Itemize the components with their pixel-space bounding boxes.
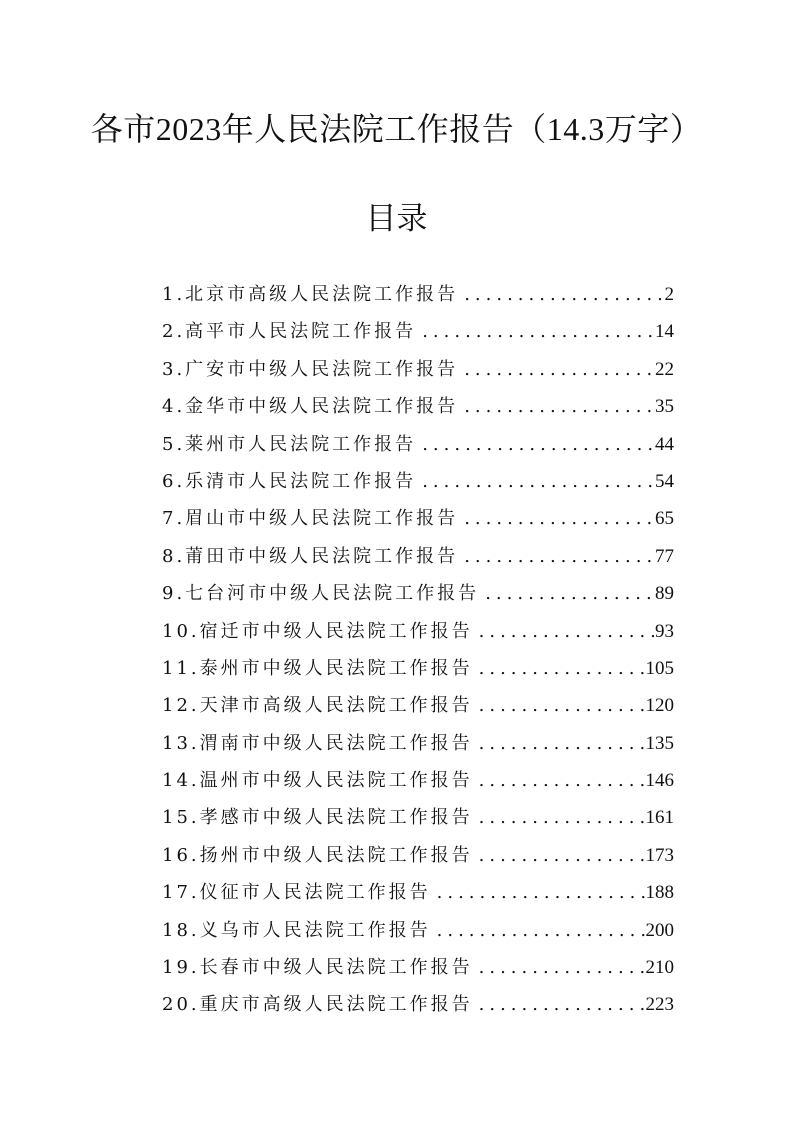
toc-entry-label: 11.泰州市中级人民法院工作报告 <box>162 657 473 679</box>
toc-entry-page: 93 <box>655 620 674 642</box>
toc-heading: 目录 <box>365 201 428 236</box>
dot-leader <box>473 621 655 642</box>
dot-leader <box>473 733 646 754</box>
dot-leader <box>458 284 664 305</box>
toc-entry-label: 13.渭南市中级人民法院工作报告 <box>162 732 473 754</box>
dot-leader <box>473 658 646 679</box>
toc-entry[interactable] <box>162 878 674 915</box>
toc-entry-page: 135 <box>645 732 674 754</box>
dot-leader <box>473 994 646 1015</box>
dot-leader <box>431 882 646 903</box>
toc-entry-label: 9.七台河市中级人民法院工作报告 <box>162 583 480 605</box>
dot-leader <box>479 583 655 604</box>
toc-entry-label: 14.温州市中级人民法院工作报告 <box>162 770 473 792</box>
toc-entry-label: 3.广安市中级人民法院工作报告 <box>162 358 459 380</box>
toc-entry-label: 15.孝感市中级人民法院工作报告 <box>162 807 473 829</box>
toc-entry-page: 161 <box>645 807 674 829</box>
toc-entry-label: 17.仪征市人民法院工作报告 <box>162 882 431 904</box>
toc-entry[interactable] <box>162 691 674 728</box>
toc-entry[interactable] <box>162 617 674 654</box>
dot-leader <box>458 359 655 380</box>
toc-entry[interactable] <box>162 504 674 541</box>
dot-leader <box>473 807 646 828</box>
toc-entry[interactable] <box>162 430 674 467</box>
dot-leader <box>431 920 646 941</box>
toc-entry[interactable] <box>162 841 674 878</box>
toc-entry[interactable] <box>162 280 674 317</box>
toc-entry[interactable] <box>162 916 674 953</box>
toc-entry[interactable] <box>162 317 674 354</box>
toc-entry[interactable] <box>162 729 674 766</box>
toc-entry-label: 1.北京市高级人民法院工作报告 <box>162 284 459 305</box>
toc-entry-label: 16.扬州市中级人民法院工作报告 <box>162 844 473 866</box>
toc-entry-page: 14 <box>655 321 674 343</box>
toc-entry-page: 54 <box>655 470 674 492</box>
toc-entry[interactable] <box>162 766 674 803</box>
dot-leader <box>458 546 655 567</box>
toc-entry-label: 5.莱州市人民法院工作报告 <box>162 433 417 455</box>
toc-entry-label: 8.莆田市中级人民法院工作报告 <box>162 545 459 567</box>
toc-entry[interactable] <box>162 803 674 840</box>
toc-entry-page: 105 <box>645 657 674 679</box>
dot-leader <box>458 396 655 417</box>
toc-entry-page: 173 <box>645 844 674 866</box>
table-of-contents <box>162 280 674 1028</box>
dot-leader <box>458 508 655 529</box>
toc-entry[interactable] <box>162 990 674 1027</box>
toc-entry-page: 223 <box>645 994 674 1016</box>
toc-entry-label: 10.宿迁市中级人民法院工作报告 <box>162 620 473 642</box>
toc-entry[interactable] <box>162 542 674 579</box>
toc-entry[interactable] <box>162 579 674 616</box>
dot-leader <box>473 845 646 866</box>
toc-entry-page: 22 <box>655 358 674 380</box>
dot-leader <box>416 321 655 342</box>
toc-entry-page: 2 <box>664 284 674 305</box>
toc-entry-page: 35 <box>655 396 674 418</box>
dot-leader <box>473 770 646 791</box>
toc-entry-page: 210 <box>645 957 674 979</box>
dot-leader <box>416 471 655 492</box>
dot-leader <box>416 434 655 455</box>
toc-entry-label: 12.天津市高级人民法院工作报告 <box>162 695 473 717</box>
toc-entry-page: 65 <box>655 508 674 530</box>
toc-entry-page: 44 <box>655 433 674 455</box>
toc-entry[interactable] <box>162 953 674 990</box>
toc-entry-page: 120 <box>645 695 674 717</box>
document-title: 各市2023年人民法院工作报告（14.3万字） <box>90 111 703 147</box>
toc-entry-page: 200 <box>645 919 674 941</box>
toc-entry-page: 146 <box>645 770 674 792</box>
toc-entry[interactable] <box>162 467 674 504</box>
toc-entry[interactable] <box>162 392 674 429</box>
toc-entry-label: 7.眉山市中级人民法院工作报告 <box>162 508 459 530</box>
toc-entry-page: 188 <box>645 882 674 904</box>
toc-entry-label: 20.重庆市高级人民法院工作报告 <box>162 994 473 1016</box>
toc-entry-page: 77 <box>655 545 674 567</box>
dot-leader <box>473 695 646 716</box>
toc-entry-label: 18.义乌市人民法院工作报告 <box>162 919 431 941</box>
toc-entry-label: 6.乐清市人民法院工作报告 <box>162 470 417 492</box>
toc-entry[interactable] <box>162 654 674 691</box>
toc-entry-page: 89 <box>655 583 674 605</box>
toc-entry-label: 2.高平市人民法院工作报告 <box>162 321 417 343</box>
toc-entry-label: 4.金华市中级人民法院工作报告 <box>162 396 459 418</box>
dot-leader <box>473 957 646 978</box>
toc-entry-label: 19.长春市中级人民法院工作报告 <box>162 957 473 979</box>
toc-entry[interactable] <box>162 355 674 392</box>
